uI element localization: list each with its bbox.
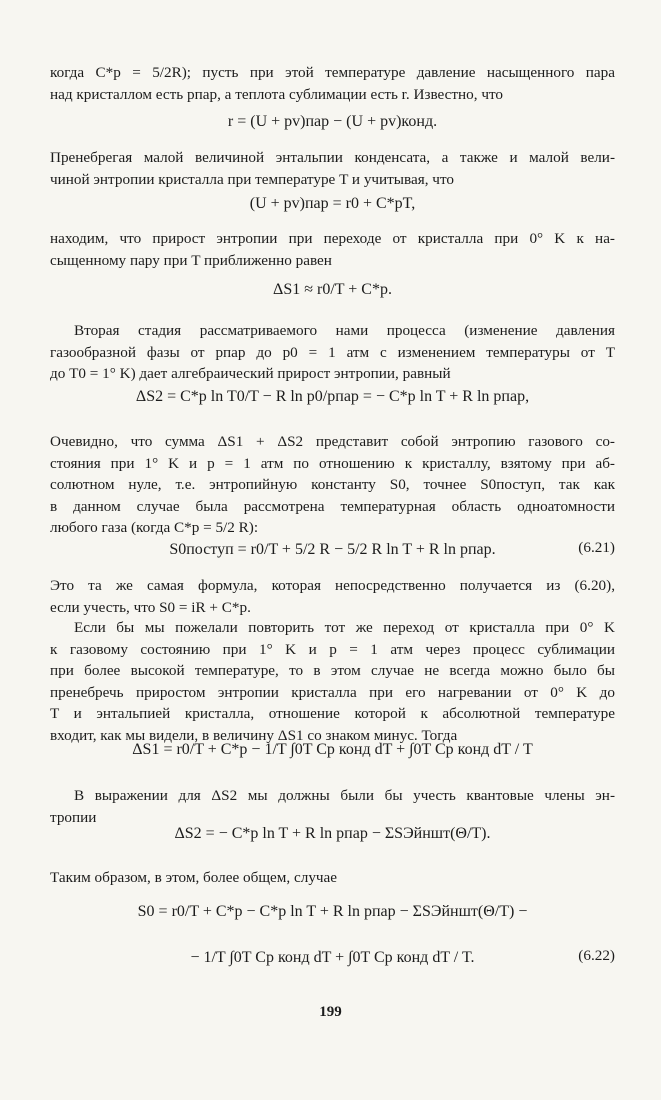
intro-paragraph [50, 62, 615, 105]
text-line: Если бы мы пожелали повторить тот же переход от кристалла при 0° K [74, 619, 615, 636]
paragraph-if-repeat [50, 617, 615, 746]
text-line: Вторая стадия рассматриваемого нами процесса (изменение давления [74, 322, 615, 339]
text-line: находим, что прирост энтропии при переходе от кристалла при 0° K к на- [50, 230, 615, 247]
text-line: T и энтальпией кристалла, отношение которой к абсолютной температуре [50, 705, 615, 722]
equation-6-21 [50, 538, 615, 562]
text-line: любого газа (когда C*p = 5/2 R): [50, 519, 259, 536]
text-line: В выражении для ΔS2 мы должны были бы учесть квантовые члены эн- [74, 787, 615, 804]
equation-number-6-21: (6.21) [578, 539, 615, 556]
text-line: входит, как мы видели, в величину ΔS1 со знаком минус. Тогда [50, 726, 458, 744]
paragraph-neglecting [50, 147, 615, 190]
equation-6-22-line1: S0 = r0/T + C*p − C*p ln T + R ln pпар − ΣSЭйншт(Θ/T) − [137, 903, 528, 920]
equation-delta-s2-quantum: ΔS2 = − C*p ln T + R ln pпар − ΣSЭйншт(Θ/T). [174, 825, 491, 842]
equation-6-22-line2: − 1/T ∫0T Cp конд dT + ∫0T Cp конд dT / T. [190, 949, 475, 966]
text-line: в данном случае была рассмотрена температурная область одноатомности [50, 497, 615, 515]
paragraph-second-stage [50, 320, 615, 385]
text-line: тропии [50, 808, 97, 826]
equation-delta-s1-approx: ΔS1 ≈ r0/T + C*p. [273, 281, 392, 298]
paragraph-thus [50, 867, 615, 889]
text-line: газообразной фазы от pпар до p0 = 1 атм с изменением температуры от T [50, 343, 615, 361]
equation-body: S0поступ = r0/T + 5/2 R − 5/2 R ln T + R ln pпар. [169, 541, 496, 558]
text-line: солютном нуле, т.е. энтропийную константу S0, точнее S0поступ, так как [50, 476, 615, 493]
text-line: стояния при 1° K и p = 1 атм по отношению к кристаллу, взятому при аб- [50, 454, 615, 472]
text-line: к газовому состоянию при 1° K и p = 1 атм через процесс сублимации [50, 640, 615, 658]
equation-delta-s1-full: ΔS1 = r0/T + C*p − 1/T ∫0T Cp конд dT + ∫0T Cp конд dT / T [132, 741, 533, 758]
text-line: пренебречь приростом энтропии кристалла при его нагревании от 0° K до [50, 683, 615, 701]
text-line: Очевидно, что сумма ΔS1 + ΔS2 представит собой энтропию газового со- [50, 433, 615, 450]
text-line: Пренебрегая малой величиной энтальпии конденсата, а также и малой вели- [50, 149, 615, 166]
text-line: когда C*p = 5/2R); пусть при этой температуре давление насыщенного пара [50, 64, 615, 81]
paragraph-entropy-increase [50, 228, 615, 271]
text-line: чиной энтропии кристалла при температуре T и учитывая, что [50, 170, 454, 188]
text-line: до T0 = 1° K) дает алгебраический прирост энтропии, равный [50, 365, 451, 382]
text-line: над кристаллом есть pпар, а теплота сублимации есть r. Известно, что [50, 85, 504, 103]
paragraph-obviously [50, 431, 615, 539]
text-line: при более высокой температуре, то в этом случае не всегда можно было бы [50, 662, 615, 679]
page-number: 199 [319, 1004, 342, 1020]
text-line: сыщенному пару при T приближенно равен [50, 251, 332, 269]
equation-enthalpy-vapor: (U + pv)пар = r0 + C*pT, [249, 195, 416, 212]
equation-number-6-22: (6.22) [578, 947, 615, 964]
equation-sublimation-heat: r = (U + pv)пар − (U + pv)конд. [227, 113, 438, 130]
text-line: если учесть, что S0 = iR + C*p. [50, 598, 251, 616]
text-line: Это та же самая формула, которая непосредственно получается из (6.20), [50, 577, 615, 594]
equation-delta-s2: ΔS2 = C*p ln T0/T − R ln p0/pпар = − C*p ln T + R ln pпар, [135, 388, 530, 405]
text-line: Таким образом, в этом, более общем, случае [50, 869, 338, 886]
paragraph-same-formula [50, 575, 615, 618]
